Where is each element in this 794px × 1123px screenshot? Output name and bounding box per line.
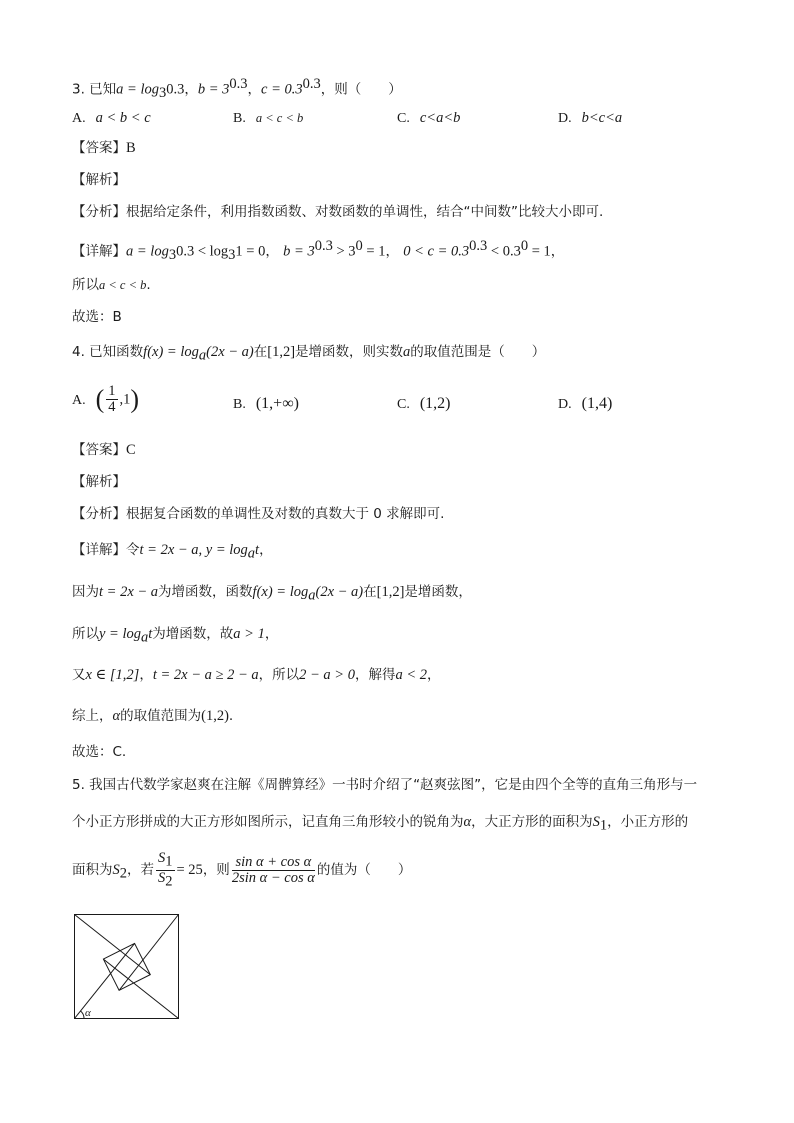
q5-trig-fraction: $\frac{\text{sin α + cos α}}{\text{2sin α − cos α}}$ xyxy=(231,853,315,886)
q3-option-c[interactable]: C. c<a<b xyxy=(397,110,461,126)
q4-detail-1: 【详解】令t = 2x − a, $y = \log_at$， xyxy=(72,542,273,562)
q3-choose: 故选：B xyxy=(72,309,122,325)
q3-conclusion: 所以a < c < b. xyxy=(72,277,151,293)
triangle-hypotenuse-4 xyxy=(75,943,135,1018)
zhao-shuang-figure xyxy=(72,912,182,1020)
q4-option-c[interactable]: C. (1,2) xyxy=(397,395,451,412)
q5-stem-line-3: 面积为$S_2$，若 $\frac{S_1}{S_2}$ = 25，则 $\frac{\text{sin α + cos α}}{\text{2sin α − cos α}}$ 的值为（ ） xyxy=(72,849,412,890)
q3-option-a[interactable]: A. a < b < c xyxy=(72,110,151,126)
q3-option-d[interactable]: D. b<c<a xyxy=(558,110,623,126)
q5-ratio-fraction: $\frac{S_1}{S_2}$ xyxy=(158,849,173,890)
q5-stem-line-1: 5. 我国古代数学家赵爽在注解《周髀算经》一书时介绍了“赵爽弦图”，它是由四个全等的直角三角形与一 xyxy=(72,777,698,793)
q4-detail-5: 综上，α的取值范围为(1,2). xyxy=(72,708,234,724)
q4-answer: 【答案】C xyxy=(72,442,136,458)
q4-fenxi: 【分析】根据复合函数的单调性及对数的真数大于 0 求解即可. xyxy=(72,506,445,522)
q3-answer: 【答案】B xyxy=(72,140,136,156)
q3-analysis-heading: 【解析】 xyxy=(72,172,126,188)
angle-alpha-label: α xyxy=(85,1007,91,1019)
q4-detail-3: 所以$y = \log_at$为增函数，故a > 1， xyxy=(72,626,279,646)
q4-option-a[interactable]: A. ( $\frac{1}{4}$ ,1) xyxy=(72,383,140,415)
q4-option-a-fraction: $\frac{1}{4}$ xyxy=(108,383,116,415)
q3-stem: 3. 已知$a = \log_30.3$，$b = 3^{0.3}$，$c = 0.3^{0.3}$，则（ ） xyxy=(72,76,402,102)
q4-option-b[interactable]: B. (1,+∞) xyxy=(233,395,299,412)
q4-detail-2: 因为t = 2x − a为增函数，函数$f(x) = \log_a(2x - a)$在[1,2]是增函数， xyxy=(72,584,472,604)
inner-square xyxy=(103,943,150,990)
outer-square xyxy=(75,915,179,1019)
q3-fenxi: 【分析】根据给定条件，利用指数函数、对数函数的单调性，结合“中间数”比较大小即可. xyxy=(72,204,604,220)
q3-option-b[interactable]: B. a < c < b xyxy=(233,111,304,126)
q4-choose: 故选：C. xyxy=(72,744,127,760)
q4-option-d[interactable]: D. (1,4) xyxy=(558,395,613,412)
angle-arc xyxy=(81,1011,85,1019)
q3-detail: 【详解】$a = \log_30.3 < \log_31 = 0$， $b = 3^{0.3} > 3^0 = 1$， $0 < c = 0.3^{0.3} < 0.3^0 = 1$， xyxy=(72,238,565,264)
q4-analysis-heading: 【解析】 xyxy=(72,474,126,490)
q4-stem: 4. 已知函数$f(x) = \log_a(2x - a)$在[1,2]是增函数，则实数a的取值范围是（ ） xyxy=(72,344,546,364)
q5-stem-line-2: 个小正方形拼成的大正方形如图所示，记直角三角形较小的锐角为α，大正方形的面积为$S_1$，小正方形的 xyxy=(72,814,689,834)
q4-detail-4: 又x ∈ [1,2]，t = 2x − a ≥ 2 − a，所以2 − a > 0，解得a < 2， xyxy=(72,667,441,683)
